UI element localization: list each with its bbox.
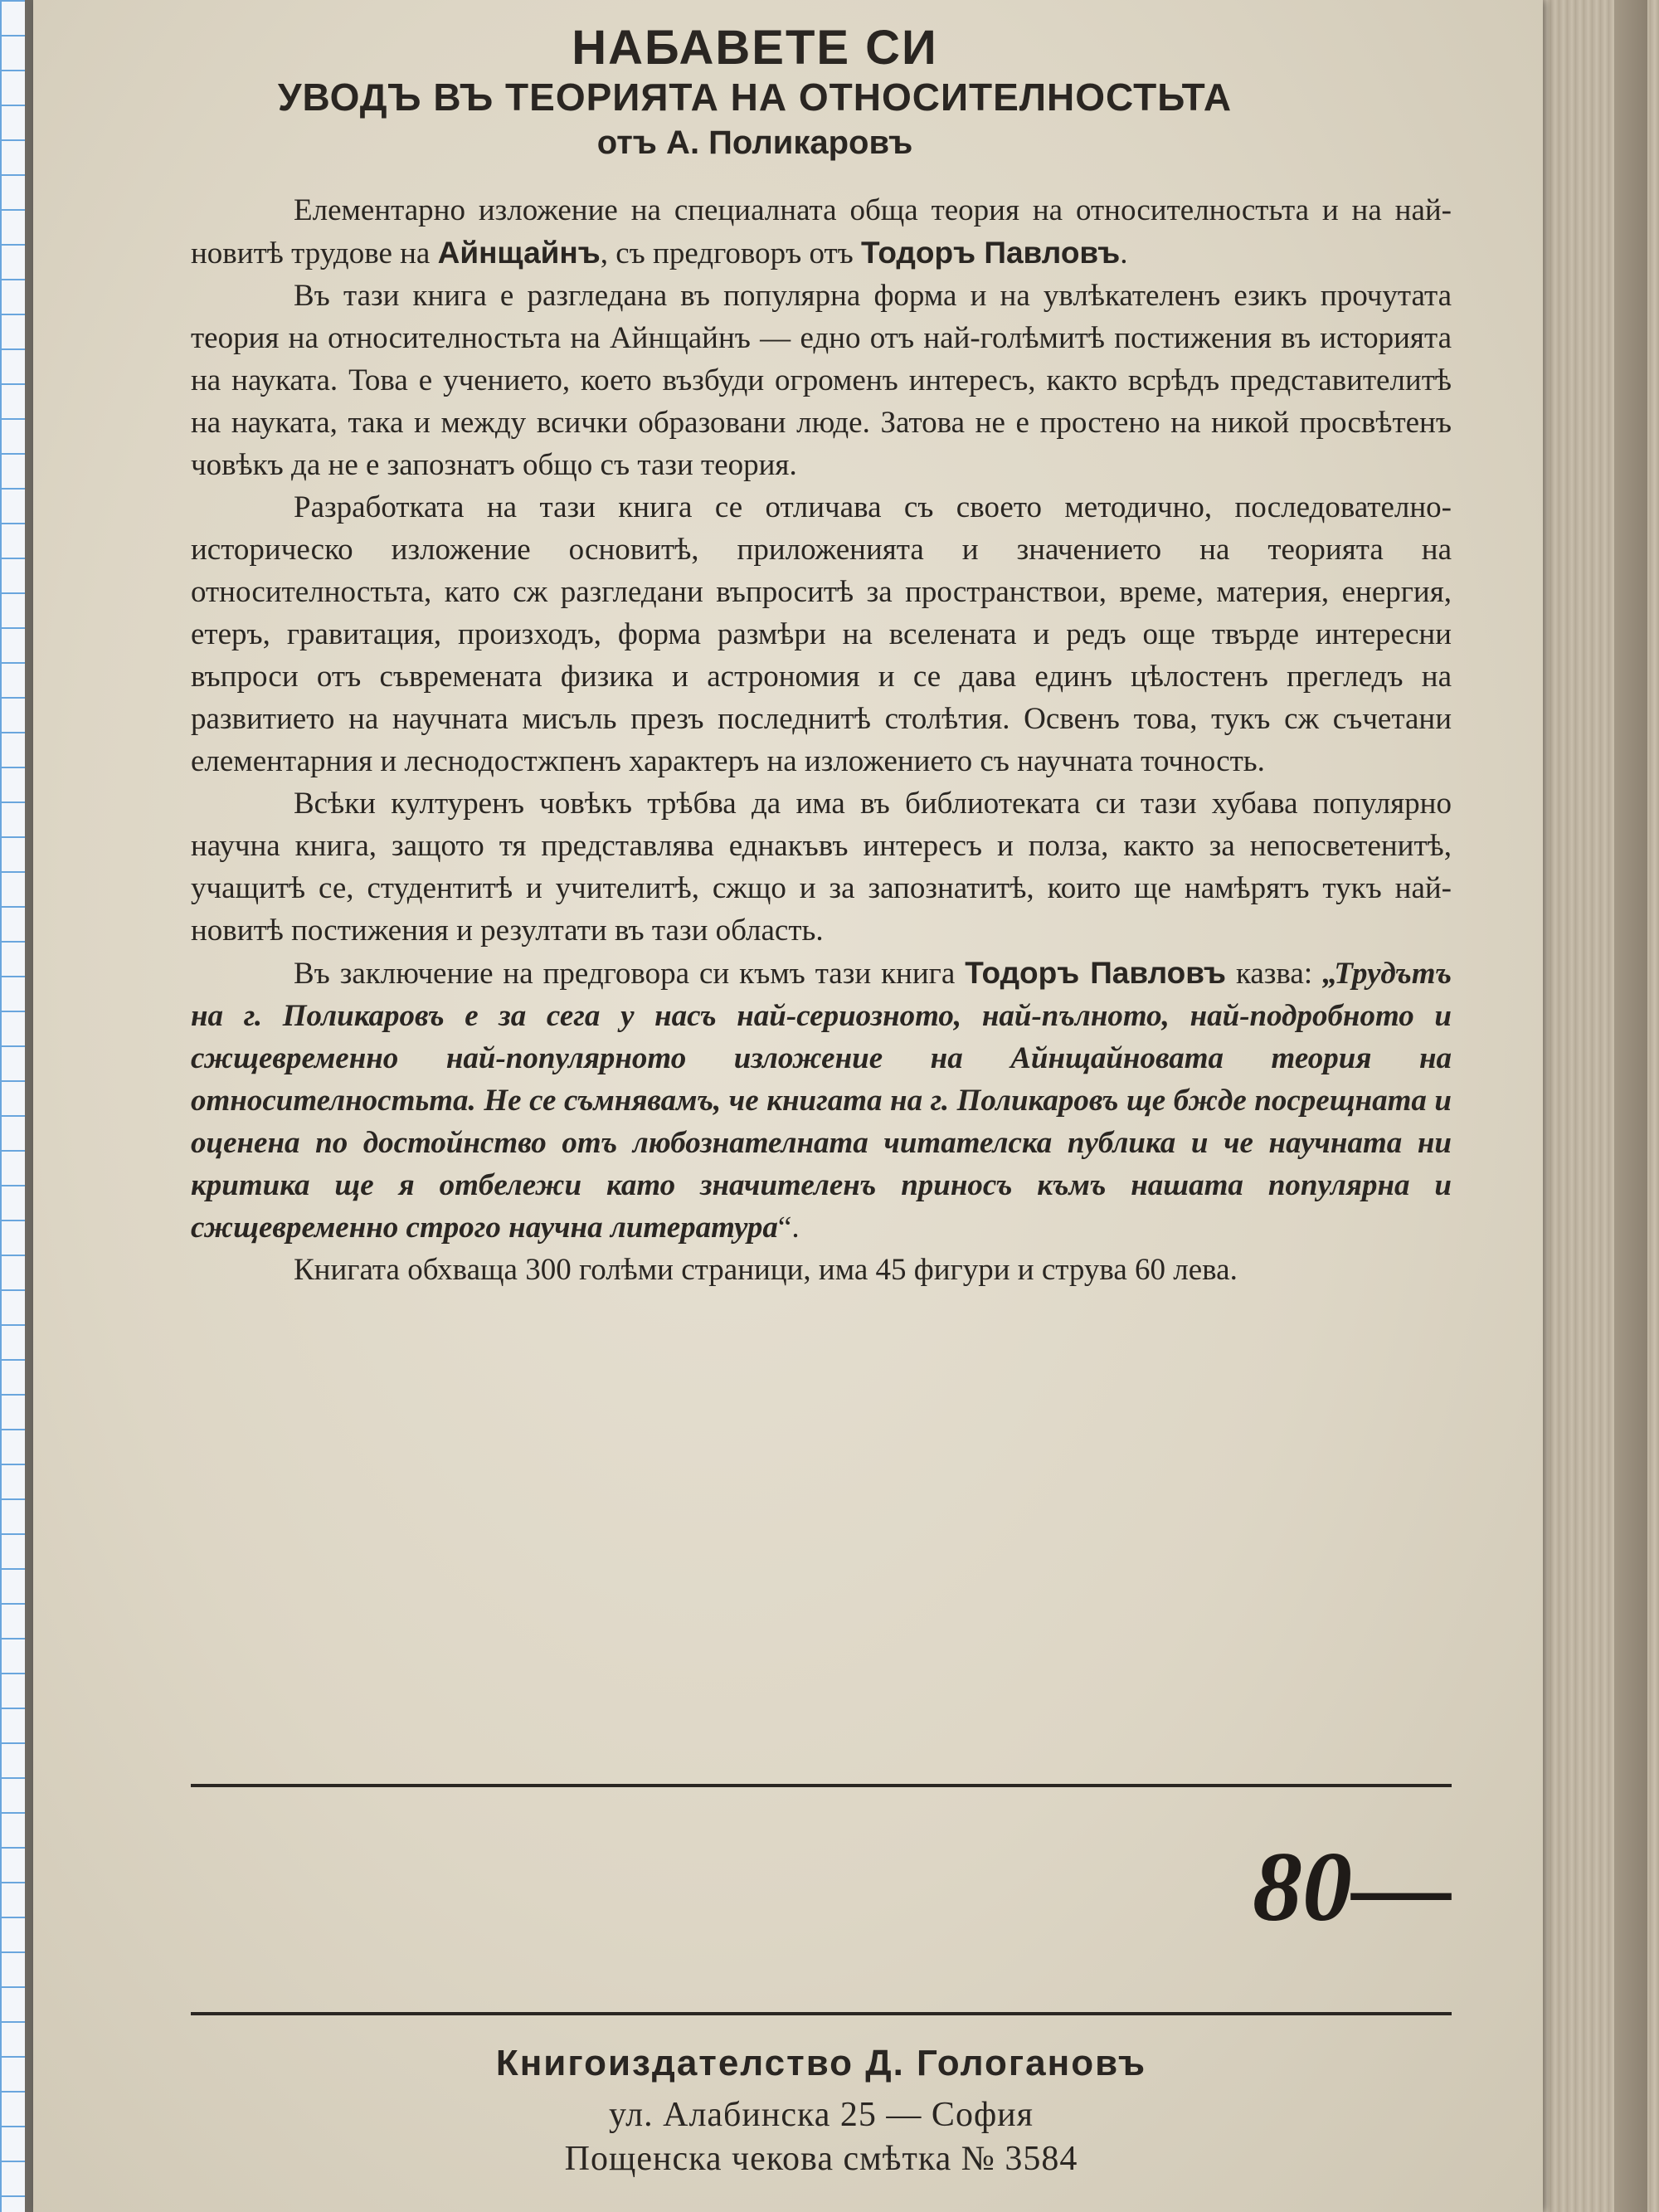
advert-body	[191, 189, 1452, 1291]
author-line: отъ А. Поликаровъ	[596, 124, 913, 161]
paragraph-details: Книгата обхваща 300 голѣми страници, има 45 фигури и струва 60 лева.	[294, 1253, 1238, 1287]
pavlov-name-2: Тодоръ Павловъ	[965, 956, 1227, 990]
price-tag: 80—	[1253, 1831, 1452, 1942]
divider-bottom	[191, 2012, 1452, 2015]
paragraph-audience: Всѣки културенъ човѣкъ трѣбва да има въ библиотеката си тази хубава популярно научна книга, защото тя представлява еднакъвъ интересъ и полза, както за непосветенитѣ, учащитѣ се, студентитѣ и учителитѣ, сжщо и за запознатитѣ, които ще намѣрятъ тукъ най-новитѣ постижения и резултати въ тази область.	[191, 787, 1452, 948]
publisher-account: Пощенска чекова смѣтка № 3584	[564, 2140, 1078, 2178]
paragraph-quote: Въ заключение на предговора си къмъ тази книга Тодоръ Павловъ казва: „Трудътъ на г. Поликаровъ е за сега у насъ най-сериозното, най-пълното, най-подробното и сжщевременно най-популярното изложение на Айнщайновата теория на относителностьта. Не се съмнявамъ, че книгата на г. Поликаровъ ще бжде посрещната и оценена по достойнство отъ любознателната читателска публика и че научната ни критика ще я отбележи като значителенъ приносъ къмъ нашата популярна и сжщевременно строго научна литература“.	[191, 956, 1452, 1245]
pavlov-name: Тодоръ Павловъ	[861, 236, 1121, 270]
divider-top	[191, 1784, 1452, 1787]
headline: НАБАВЕТЕ СИ	[572, 21, 938, 75]
paragraph-about: Въ тази книга е разгледана въ популярна форма и на увлѣкателенъ езикъ прочутата теория на относителностьта на Айнщайнъ — едно отъ най-голѣмитѣ постижения въ историята на науката. Това е учението, което възбуди огроменъ интересъ, както всрѣдъ представителитѣ на науката, така и между всички образовани люде. Затова не е простено на никой просвѣтенъ човѣкъ да не е запознатъ общо съ тази теория.	[191, 279, 1452, 482]
einstein-name: Айнщайнъ	[437, 236, 601, 270]
book-back-cover	[33, 0, 1543, 2212]
paragraph-content: Разработката на тази книга се отличава съ своето методично, последователно-историческо изложение основитѣ, приложенията и значението на теорията на относителностьта, като сж разгледани въпроситѣ за пространствои, време, материя, енергия, етеръ, гравитация, произходъ, форма размѣри на вселената и редъ още твърде интересни въпроси отъ съвремената физика и астрономия и се дава единъ цѣлостенъ прегледъ на развитието на научната мисъль презъ последнитѣ столѣтия. Освенъ това, тукъ сж съчетани елементарния и леснодостжпенъ характеръ на изложението съ научната точность.	[191, 490, 1452, 778]
paragraph-intro: Елементарно изложение на специалната обща теория на относителностьта и на най-новитѣ трудове на Айнщайнъ, съ предговоръ отъ Тодоръ Павловъ.	[191, 193, 1452, 270]
book-spine-edge	[1614, 0, 1647, 2212]
pavlov-quote: „Трудътъ на г. Поликаровъ е за сега у насъ най-сериозното, най-пълното, най-подробното и сжщевременно най-популярното изложение на Айнщайновата теория на относителностьта. Не се съмнявамъ, че книгата на г. Поликаровъ ще бжде посрещната и оценена по достойнство отъ любознателната читателска публика и че научната ни критика ще я отбележи като значителенъ приносъ къмъ нашата популярна и сжщевременно строго научна литература	[191, 957, 1452, 1245]
publisher-name: Книгоиздателство Д. Гологановъ	[495, 2043, 1147, 2083]
publisher-address: ул. Алабинска 25 — София	[609, 2096, 1034, 2134]
book-title: УВОДЪ ВЪ ТЕОРИЯТА НА ОТНОСИТЕЛНОСТЬТА	[277, 76, 1233, 119]
